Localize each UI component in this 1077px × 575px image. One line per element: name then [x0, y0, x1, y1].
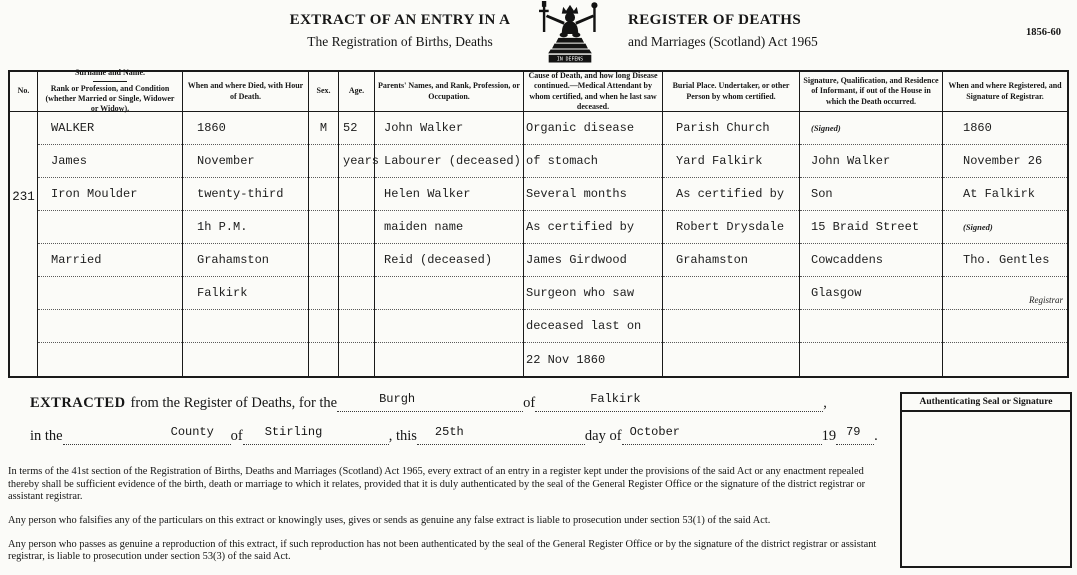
table-cell	[309, 178, 338, 211]
table-cell: Yard Falkirk	[663, 145, 799, 178]
table-body	[10, 112, 1067, 376]
table-cell	[663, 277, 799, 310]
header-signature-informant	[800, 72, 943, 111]
table-cell: John Walker	[800, 145, 942, 178]
table-header-row	[10, 68, 1067, 114]
table-cell	[309, 277, 338, 310]
signed-annotation: (Signed)	[800, 112, 942, 145]
table-cell	[339, 244, 374, 277]
header-sex	[309, 72, 339, 111]
table-cell	[339, 178, 374, 211]
header-parents-label: Parents' Names, and Rank, Profession, or Occupation.	[378, 81, 520, 101]
header-age	[339, 72, 375, 111]
table-cell: maiden name	[375, 211, 523, 244]
extraction-line-2	[30, 425, 910, 445]
header-died-label: When and where Died, with Hour of Death.	[187, 81, 304, 101]
column-cause-of-death	[524, 112, 663, 376]
this-label: , this	[388, 428, 417, 444]
table-cell: deceased last on	[524, 310, 662, 343]
table-cell	[309, 343, 338, 376]
table-cell: 1860	[943, 112, 1067, 145]
table-cell: Helen Walker	[375, 178, 523, 211]
day-of-label: day of	[584, 428, 622, 444]
column-when-registered	[943, 112, 1067, 376]
column-informant-signature	[800, 112, 943, 376]
in-the-label: in the	[30, 428, 63, 444]
table-cell: Iron Moulder	[38, 178, 182, 211]
table-cell: At Falkirk	[943, 178, 1067, 211]
table-cell	[38, 211, 182, 244]
header-signature-label: Signature, Qualification, and Residence of Informant, if out of the House in which the Death occurred.	[803, 75, 939, 106]
header-age-label: Age.	[348, 86, 365, 96]
table-cell	[663, 310, 799, 343]
year-blank-line	[836, 425, 874, 445]
extracted-lead-text: from the Register of Deaths, for the	[130, 395, 338, 411]
header-surname-top: Surname and Name.	[74, 68, 145, 78]
register-table	[8, 70, 1069, 378]
table-cell	[339, 277, 374, 310]
legal-paragraph-1: In terms of the 41st section of the Registration of Births, Deaths and Marriages (Scotland) Act 1965, every extract of an entry in a register kept under the provisions of the said Act or any enactment repealed thereby shall be sufficient evidence of the birth, death or marriage to which it relates, provided that it is duly authenticated by the seal of the General Register Office or the signature of the district registrar or assistant registrar.	[8, 466, 866, 503]
header-when-where-died	[183, 72, 309, 111]
comma-punct: ,	[823, 395, 827, 411]
column-sex	[309, 112, 339, 376]
table-cell: Reid (deceased)	[375, 244, 523, 277]
day-typed-value: 25th	[434, 425, 464, 439]
header-parents-names	[375, 72, 524, 111]
table-cell	[309, 145, 338, 178]
table-cell: Glasgow	[800, 277, 942, 310]
table-cell: years	[339, 145, 374, 178]
county-typed-value: County	[170, 425, 214, 439]
header-cause-of-death	[524, 72, 663, 111]
document-title-right	[628, 10, 888, 52]
table-cell	[339, 343, 374, 376]
table-cell: of stomach	[524, 145, 662, 178]
table-cell	[339, 310, 374, 343]
column-burial-place	[663, 112, 800, 376]
month-typed-value: October	[629, 425, 680, 439]
table-cell: M	[309, 112, 338, 145]
table-cell	[800, 343, 942, 376]
extraction-line-1	[30, 392, 910, 412]
crest-motto-text: IN DEFENS	[556, 57, 584, 63]
table-cell: Robert Drysdale	[663, 211, 799, 244]
authenticating-seal-box	[900, 392, 1072, 568]
header-burial-place	[663, 72, 800, 111]
table-cell: 15 Braid Street	[800, 211, 942, 244]
table-cell: 1860	[183, 112, 308, 145]
column-surname-name	[38, 112, 183, 376]
table-cell	[943, 343, 1067, 376]
table-cell	[38, 310, 182, 343]
title-act-line: and Marriages (Scotland) Act 1965	[628, 33, 818, 49]
title-registration-line: The Registration of Births, Deaths	[307, 33, 493, 49]
column-entry-number	[10, 112, 38, 376]
header-registered-label: When and where Registered, and Signature of Registrar.	[948, 81, 1062, 101]
table-cell: Grahamston	[663, 244, 799, 277]
table-cell	[309, 211, 338, 244]
table-cell	[309, 310, 338, 343]
table-cell: Several months	[524, 178, 662, 211]
month-blank-line	[622, 425, 822, 445]
table-cell: WALKER	[38, 112, 182, 145]
royal-crest-icon	[530, 1, 610, 68]
shire-typed-value: Stirling	[264, 425, 323, 439]
table-cell: James Girdwood	[524, 244, 662, 277]
county-blank-line	[63, 425, 231, 445]
place-blank-line	[535, 392, 823, 412]
legal-notes	[8, 466, 888, 575]
table-cell: November	[183, 145, 308, 178]
header-cause-label: Cause of Death, and how long Disease continued.—Medical Attendant by whom certified, and when he last saw deceased.	[528, 70, 658, 111]
table-cell	[38, 343, 182, 376]
table-cell: Cowcaddens	[800, 244, 942, 277]
header-no-label: No.	[17, 86, 30, 96]
place-typed-value: Falkirk	[590, 392, 641, 406]
period-punct: .	[874, 428, 878, 444]
header-divider-line	[93, 81, 127, 82]
table-cell	[309, 244, 338, 277]
year-typed-value: 79	[846, 425, 861, 439]
shire-blank-line	[243, 425, 389, 445]
document-title-left	[285, 10, 515, 52]
table-cell: Grahamston	[183, 244, 308, 277]
column-when-where-died	[183, 112, 309, 376]
table-cell	[375, 310, 523, 343]
form-reference-number: 1856-60	[1026, 27, 1061, 38]
table-cell: Parish Church	[663, 112, 799, 145]
header-no	[10, 72, 38, 111]
table-cell	[339, 211, 374, 244]
table-cell: John Walker	[375, 112, 523, 145]
header-surname-name	[38, 68, 183, 114]
table-cell: November 26	[943, 145, 1067, 178]
header-sex-label: Sex.	[316, 86, 331, 96]
title-register-line: REGISTER OF DEATHS	[628, 12, 802, 28]
table-cell: Son	[800, 178, 942, 211]
day-blank-line	[417, 425, 585, 445]
year-prefix-label: 19	[821, 428, 837, 444]
extracted-word: EXTRACTED	[30, 395, 126, 411]
column-age	[339, 112, 380, 376]
table-cell: Tho. Gentles	[943, 244, 1067, 277]
table-cell: Falkirk	[183, 277, 308, 310]
extraction-statement	[30, 392, 910, 445]
table-cell: 1h P.M.	[183, 211, 308, 244]
signed-annotation: (Signed)	[943, 211, 1067, 244]
table-cell	[183, 343, 308, 376]
header-surname-bottom: Rank or Profession, and Condition (whether Married or Single, Widower or Widow).	[45, 83, 175, 114]
table-cell: Labourer (deceased)	[375, 145, 523, 178]
table-cell	[183, 310, 308, 343]
of-label-2: of	[230, 428, 243, 444]
header-when-registered	[943, 72, 1067, 111]
table-cell	[800, 310, 942, 343]
table-cell	[375, 277, 523, 310]
header-burial-label: Burial Place. Undertaker, or other Person by whom certified.	[672, 81, 790, 101]
table-cell: 22 Nov 1860	[526, 352, 606, 367]
burgh-typed-value: Burgh	[379, 392, 416, 406]
table-cell: As certified by	[663, 178, 799, 211]
legal-paragraph-3: Any person who passes as genuine a reproduction of this extract, if such reproduction has not been authenticated by the seal of the General Register Office or by the signature of the district registrar or assistant registrar, is liable to prosecution under section 53(3) of the said Act.	[8, 538, 877, 563]
registrar-annotation: Registrar	[943, 277, 1067, 310]
table-cell: twenty-third	[183, 178, 308, 211]
table-cell: As certified by	[524, 211, 662, 244]
table-cell: Married	[38, 244, 182, 277]
entry-number-value: 231	[12, 190, 35, 204]
burgh-blank-line	[337, 392, 523, 412]
table-cell: 52	[339, 112, 374, 145]
of-label-1: of	[523, 395, 536, 411]
table-cell	[663, 343, 799, 376]
table-cell: James	[38, 145, 182, 178]
table-cell	[943, 310, 1067, 343]
table-cell	[38, 277, 182, 310]
table-cell: Organic disease	[524, 112, 662, 145]
table-cell	[375, 343, 523, 376]
table-cell: Surgeon who saw	[524, 277, 662, 310]
legal-paragraph-2: Any person who falsifies any of the particulars on this extract or knowingly uses, gives or sends as genuine any false extract is liable to prosecution under section 53(1) of the said Act.	[8, 515, 771, 527]
seal-box-title: Authenticating Seal or Signature	[902, 394, 1070, 412]
title-extract-line: EXTRACT OF AN ENTRY IN A	[289, 12, 511, 28]
column-parents-names	[375, 112, 524, 376]
